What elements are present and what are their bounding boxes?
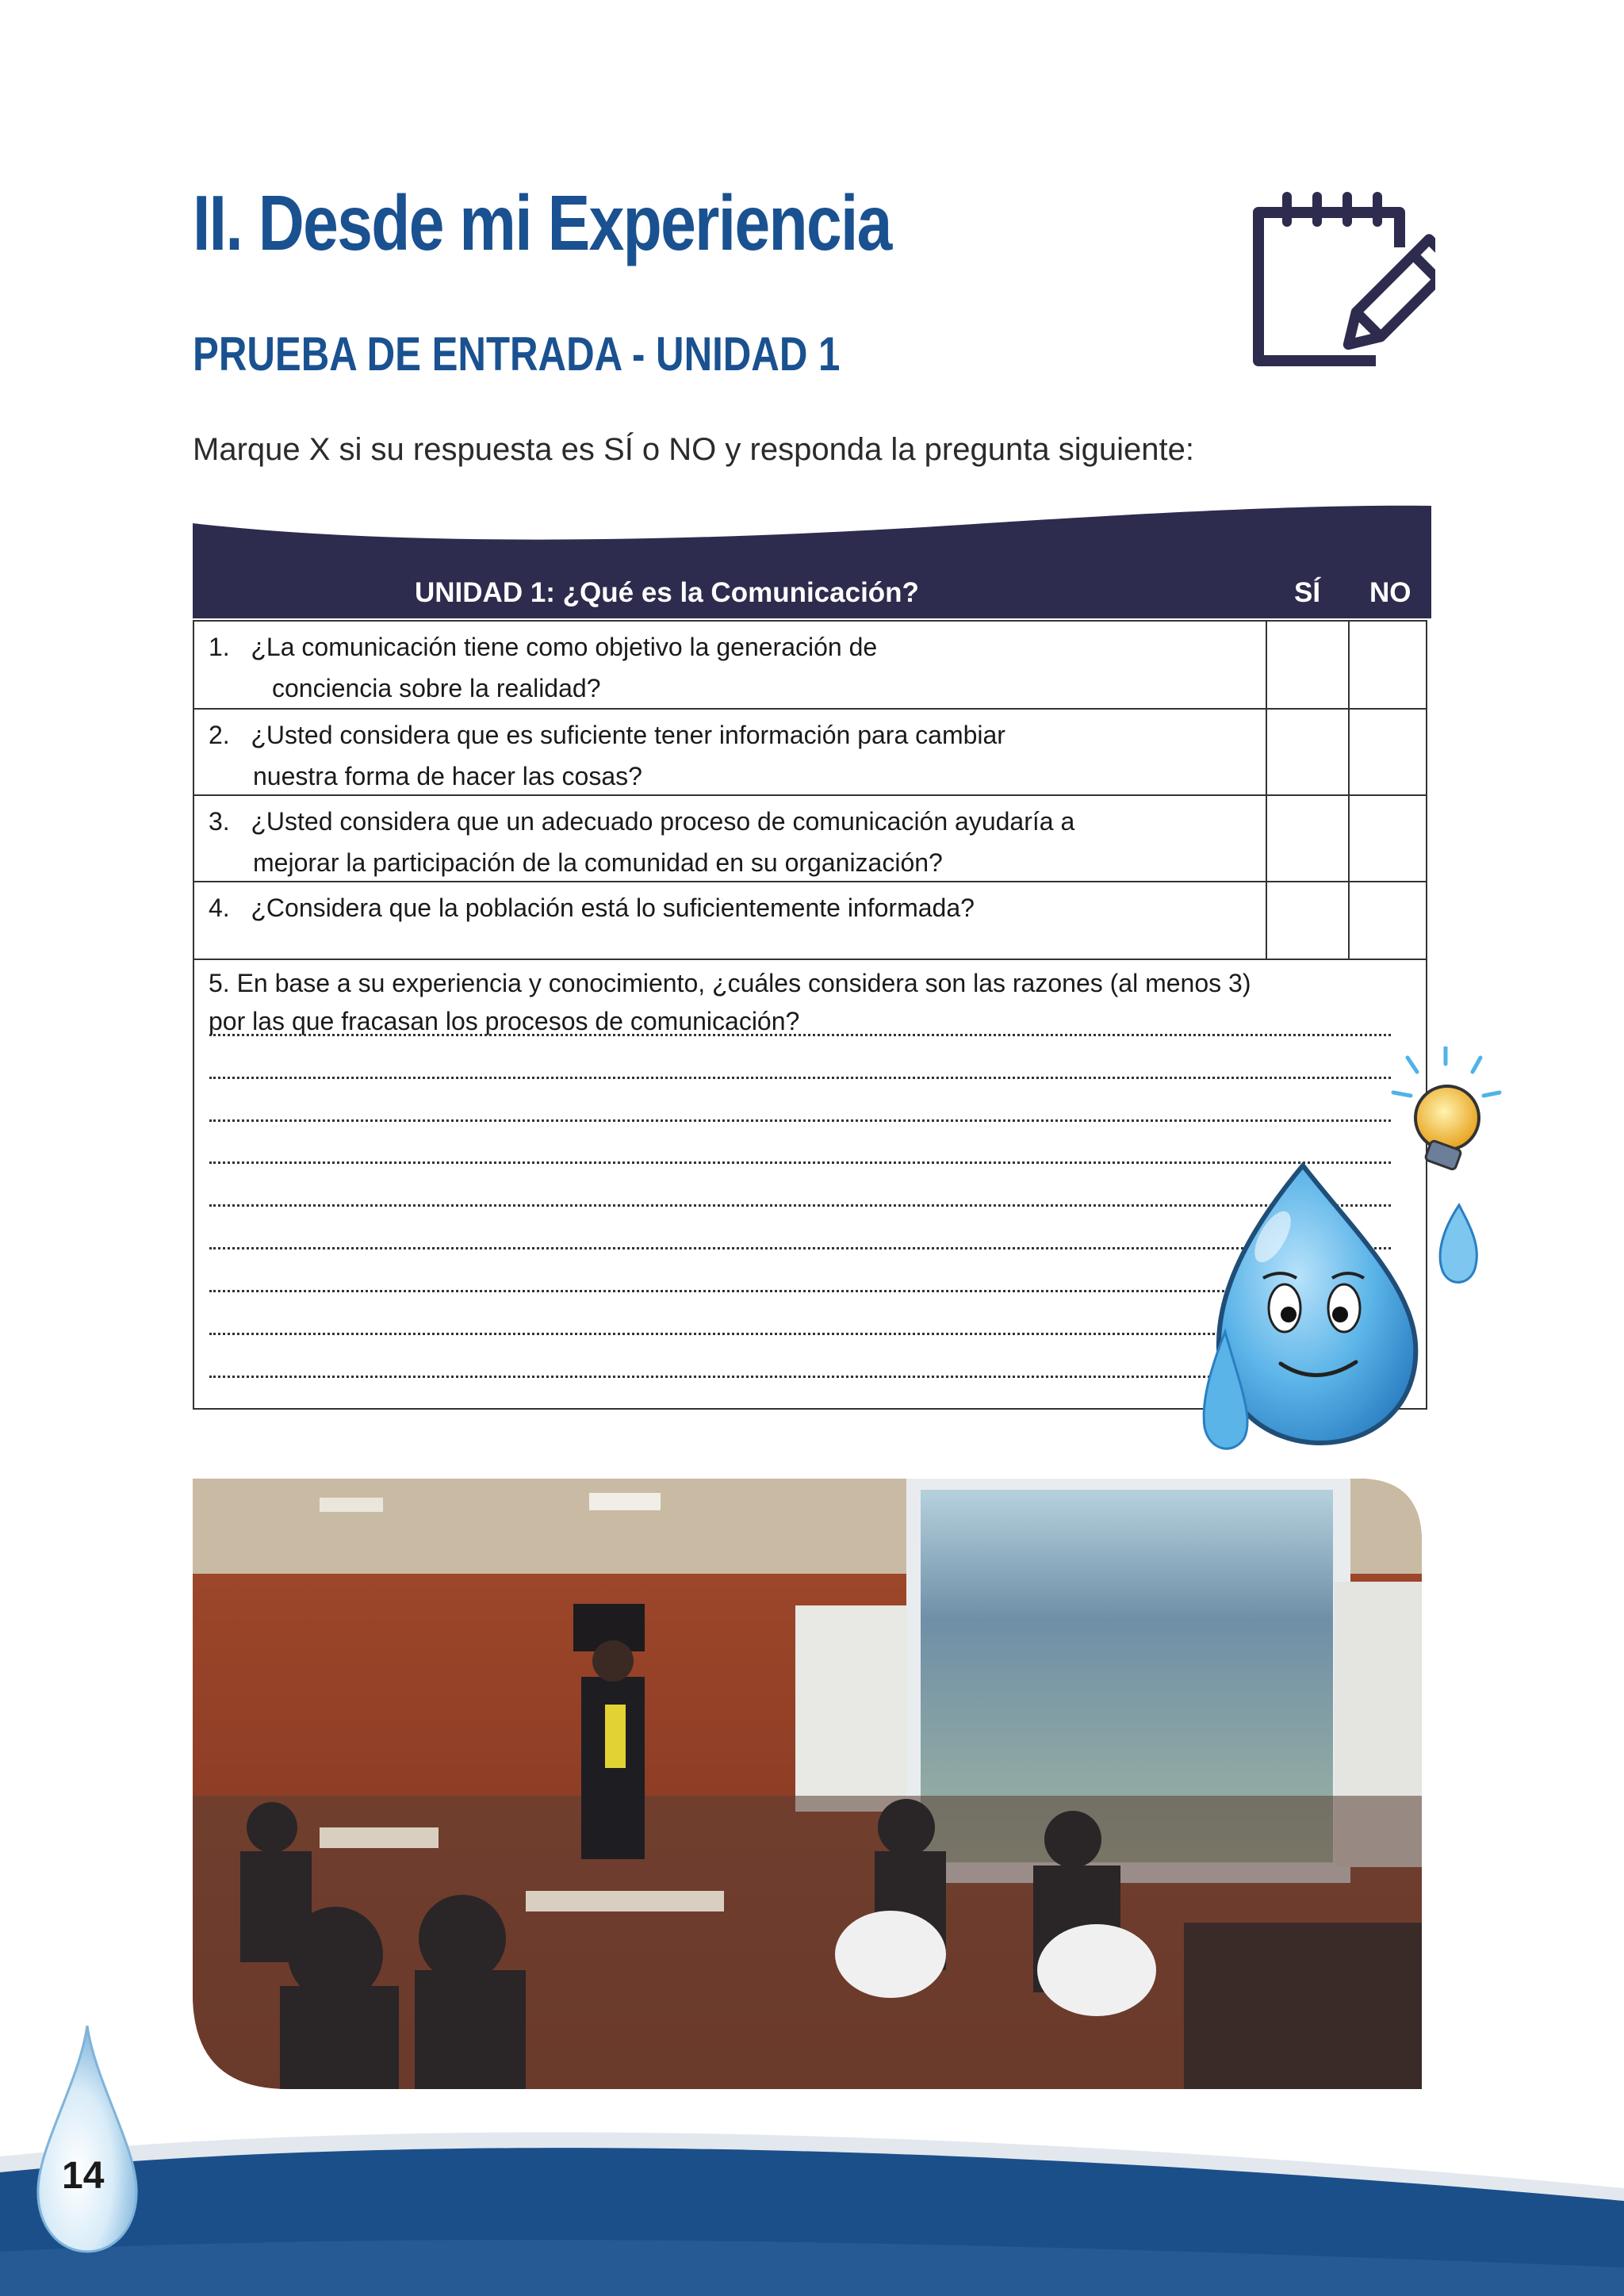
answer-line[interactable]: [209, 1034, 1391, 1036]
page-title: II. Desde mi Experiencia: [193, 179, 891, 266]
open-question-text: 5. En base a su experiencia y conocimiento, ¿cuáles considera son las razones (al menos 3) por las que fracasan los procesos de comunicación?: [209, 969, 1251, 1035]
answer-no-checkbox[interactable]: [1348, 796, 1429, 881]
answer-si-checkbox[interactable]: [1266, 796, 1350, 881]
question-text: 3. ¿Usted considera que un adecuado proceso de comunicación ayudaría a mejorar la participación de la comunidad en su organización?: [209, 807, 1075, 877]
water-drop-mascot: [1185, 1047, 1519, 1475]
question-row-3: [194, 796, 1426, 882]
answer-no-checkbox[interactable]: [1348, 622, 1429, 708]
table-unit-title: UNIDAD 1: ¿Qué es la Comunicación?: [415, 577, 919, 608]
workshop-photo: [193, 1479, 1422, 2089]
question-text: 4. ¿Considera que la población está lo suficientemente informada?: [209, 894, 975, 922]
instruction-text: Marque X si su respuesta es SÍ o NO y responda la pregunta siguiente:: [193, 432, 1194, 467]
column-header-no: NO: [1369, 577, 1411, 608]
answer-si-checkbox[interactable]: [1266, 882, 1350, 959]
question-text: 1. ¿La comunicación tiene como objetivo la generación de conciencia sobre la realidad?: [209, 633, 878, 702]
column-header-si: SÍ: [1294, 577, 1321, 608]
footer-wave: [0, 2109, 1624, 2296]
answer-si-checkbox[interactable]: [1266, 622, 1350, 708]
water-drop-page-badge: [24, 2026, 151, 2256]
question-row-4: [194, 882, 1426, 960]
question-text: 2. ¿Usted considera que es suficiente tener información para cambiar nuestra forma de hacer las cosas?: [209, 721, 1005, 790]
answer-no-checkbox[interactable]: [1348, 882, 1429, 959]
question-row-2: [194, 710, 1426, 796]
section-subtitle: PRUEBA DE ENTRADA - UNIDAD 1: [193, 327, 841, 381]
page-number: 14: [62, 2155, 105, 2197]
question-row-1: [194, 622, 1426, 710]
answer-no-checkbox[interactable]: [1348, 710, 1429, 794]
answer-si-checkbox[interactable]: [1266, 710, 1350, 794]
notepad-pencil-icon: [1249, 190, 1435, 373]
lightbulb-icon: [1393, 1047, 1500, 1170]
